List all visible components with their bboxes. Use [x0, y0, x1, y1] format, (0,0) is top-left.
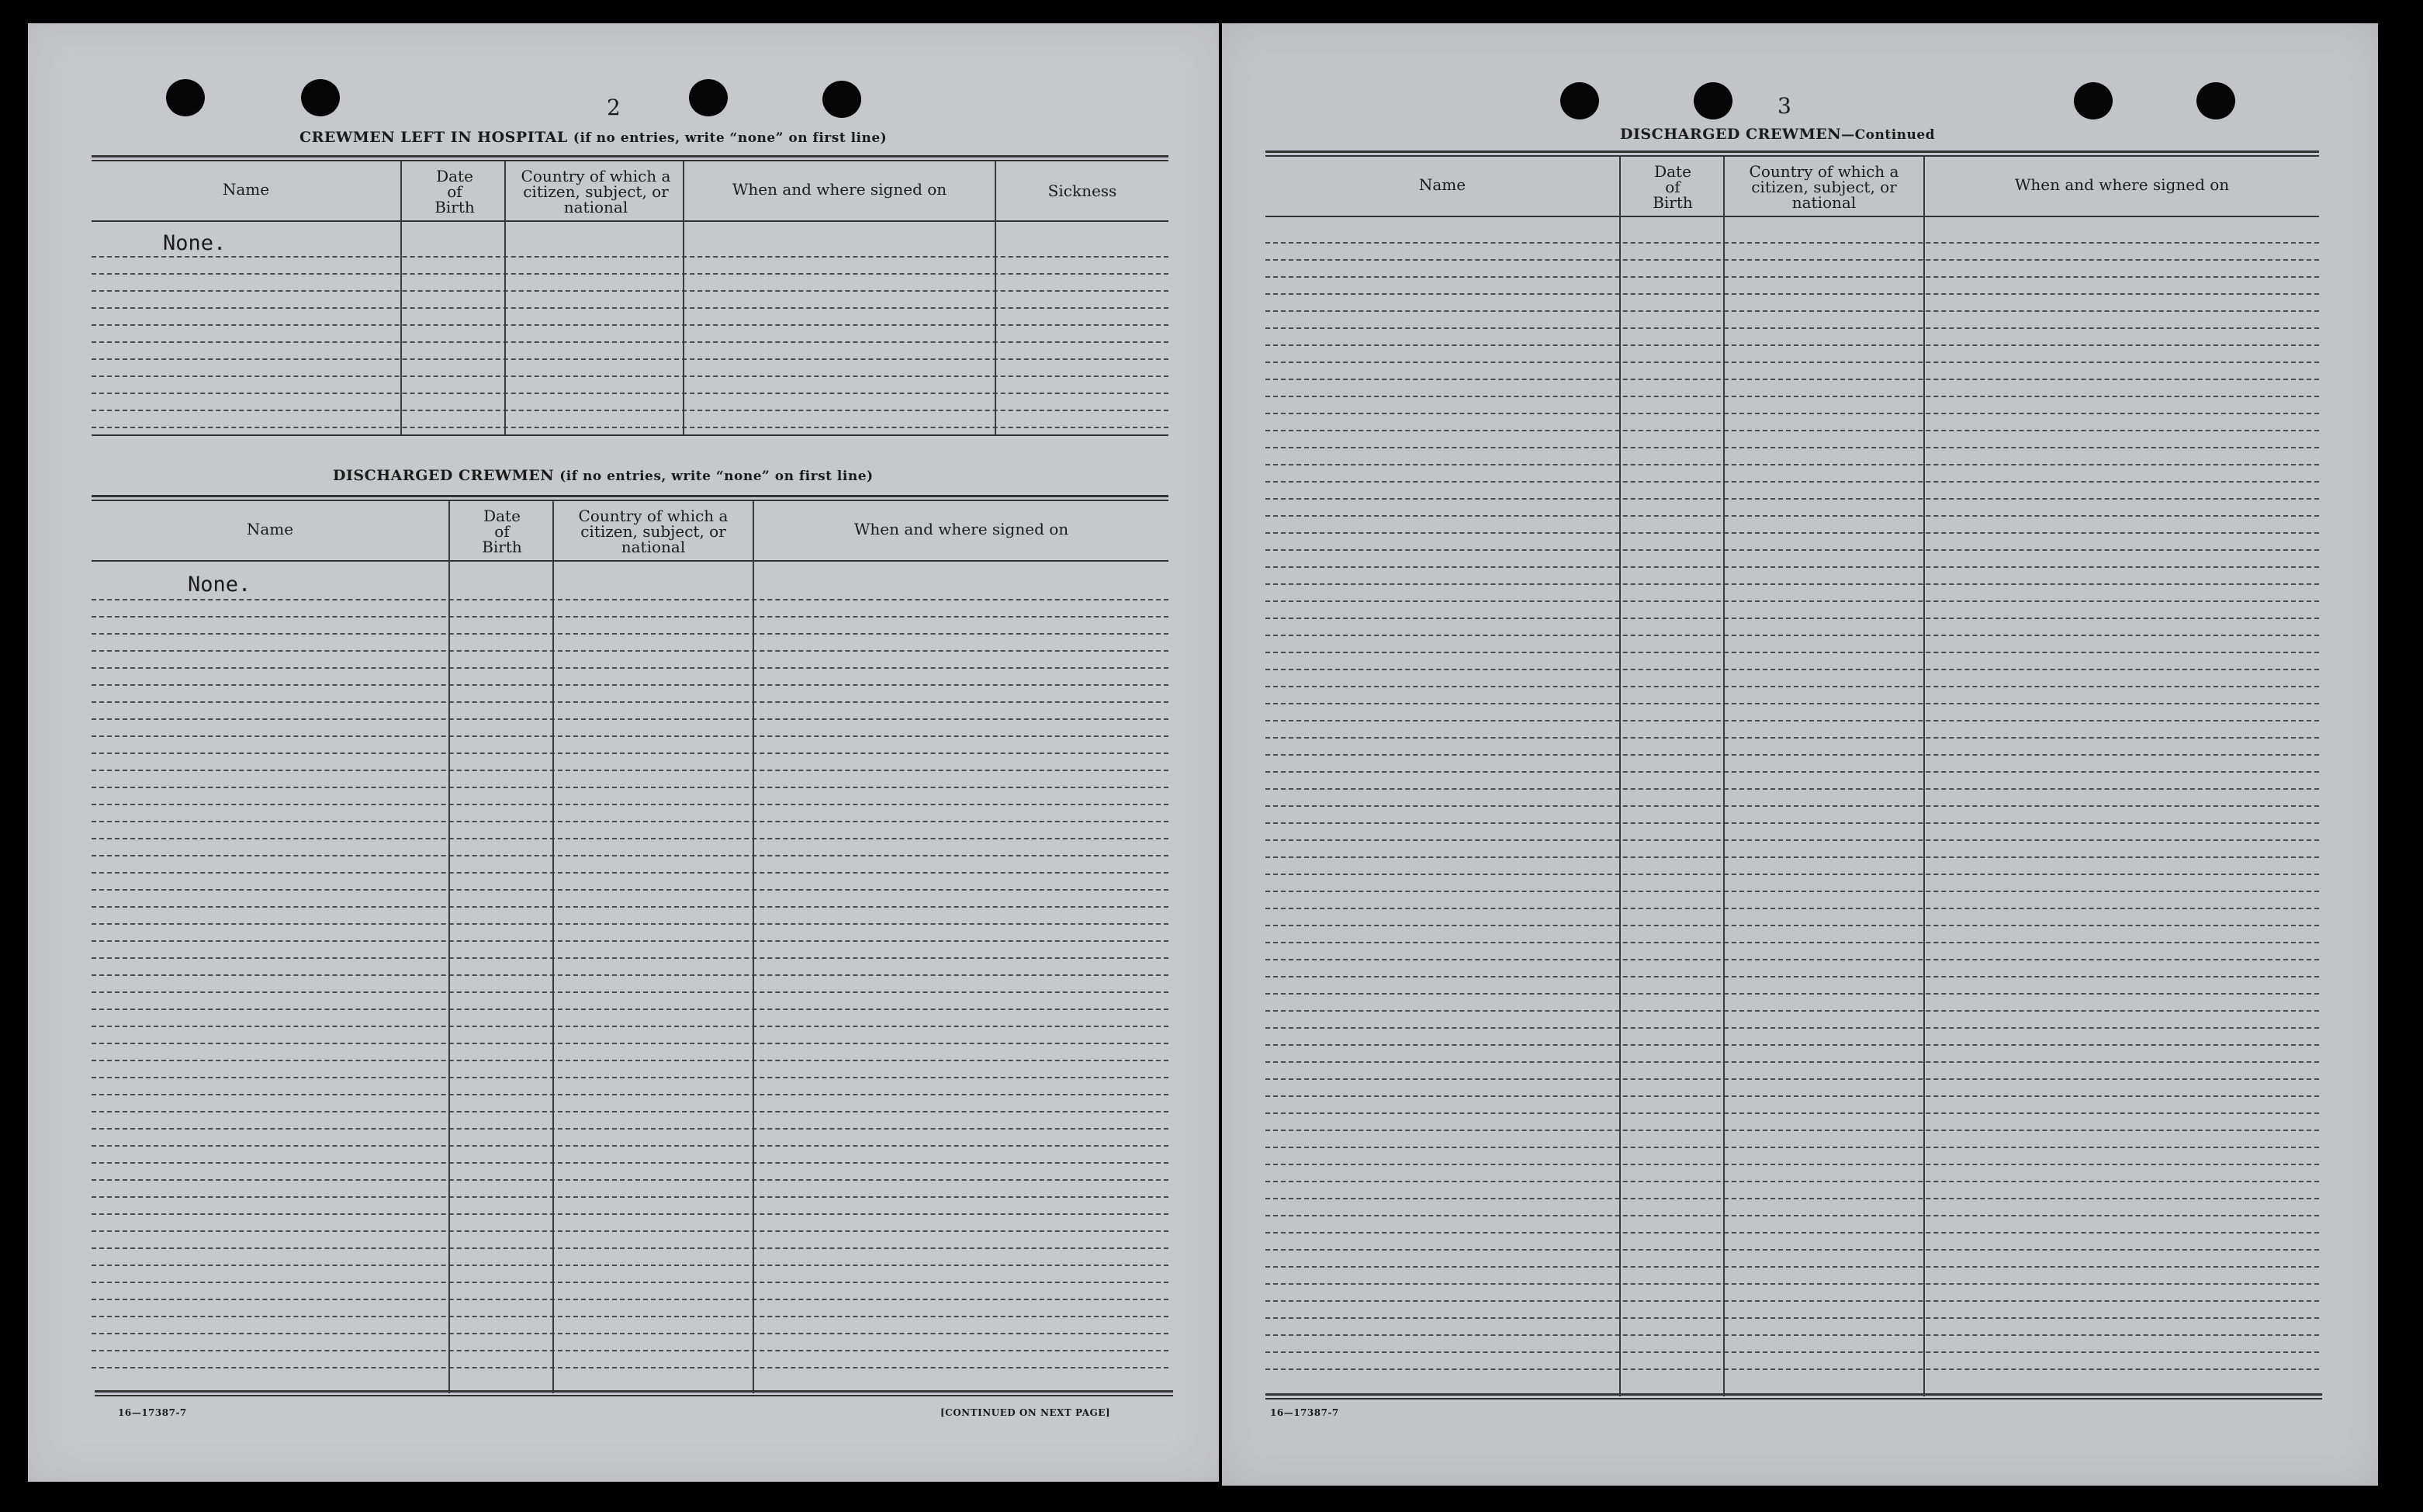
entry-row-line — [92, 804, 1168, 805]
entry-row-line — [92, 650, 1168, 652]
entry-row-line — [92, 889, 1168, 891]
column-divider — [552, 501, 554, 1393]
form-number: 16—17387-7 — [1270, 1407, 1339, 1418]
entry-row-line — [92, 1196, 1168, 1198]
entry-row-line — [92, 1299, 1168, 1300]
entry-row-line — [92, 1367, 1168, 1368]
punch-hole — [689, 79, 728, 116]
hospital-section-title — [299, 129, 887, 146]
entry-row-line — [92, 838, 1168, 839]
entry-row-line — [1265, 788, 2319, 790]
entry-row-line — [92, 1247, 1168, 1249]
discharged-section-title — [333, 467, 874, 484]
entry-row-line — [1265, 925, 2319, 926]
entry-row-line — [92, 633, 1168, 635]
entry-row-line — [92, 599, 1168, 600]
entry-row-line — [1265, 874, 2319, 875]
entry-row-line — [1265, 754, 2319, 756]
entry-row-line — [1265, 1130, 2319, 1131]
table-top-rule — [92, 495, 1168, 501]
punch-hole — [2074, 82, 2113, 119]
table-top-rule — [1265, 151, 2319, 157]
entry-row-line — [92, 923, 1168, 925]
entry-row-line — [1265, 993, 2319, 995]
column-header-signed-on: When and where signed on — [732, 180, 947, 199]
entry-row-line — [1265, 259, 2319, 261]
hospital-title-text: CREWMEN LEFT IN HOSPITAL — [299, 129, 568, 146]
entry-row-line — [92, 358, 1168, 360]
entry-row-line — [1265, 652, 2319, 653]
column-header-country: Country of which a citizen, subject, or national — [1749, 162, 1899, 212]
entry-row-line — [92, 256, 1168, 258]
entry-row-line — [92, 324, 1168, 326]
entry-row-line — [1265, 566, 2319, 568]
entry-row-line — [92, 410, 1168, 411]
entry-row-line — [1265, 805, 2319, 807]
right-page — [1222, 23, 2378, 1486]
entry-row-line — [1265, 532, 2319, 534]
entry-row-line — [92, 393, 1168, 394]
entry-row-line — [1265, 976, 2319, 977]
entry-row-line — [1265, 1027, 2319, 1029]
entry-row-line — [1265, 430, 2319, 431]
entry-row-line — [92, 427, 1168, 428]
entry-row-line — [92, 1316, 1168, 1317]
column-header-signed-on: When and where signed on — [2014, 175, 2230, 194]
entry-row-line — [1265, 310, 2319, 312]
entry-row-line — [92, 307, 1168, 309]
entry-row-line — [92, 974, 1168, 976]
entry-row-line — [1265, 771, 2319, 773]
entry-row-line — [92, 684, 1168, 686]
entry-row-line — [1265, 1317, 2319, 1319]
discharged-first-entry: None. — [188, 573, 251, 597]
entry-row-line — [92, 1265, 1168, 1266]
entry-row-line — [1265, 1044, 2319, 1046]
column-divider — [1923, 157, 1925, 1396]
entry-row-line — [1265, 618, 2319, 619]
table-bottom-rule — [95, 1390, 1173, 1396]
entry-row-line — [92, 735, 1168, 737]
entry-row-line — [92, 1162, 1168, 1164]
entry-row-line — [1265, 1249, 2319, 1251]
entry-row-line — [1265, 1283, 2319, 1285]
entry-row-line — [1265, 1147, 2319, 1148]
entry-row-line — [1265, 703, 2319, 704]
column-divider — [400, 161, 402, 436]
entry-row-line — [92, 1026, 1168, 1027]
column-divider — [753, 501, 754, 1393]
column-header-name: Name — [246, 520, 294, 538]
page-number: 3 — [1777, 93, 1791, 119]
continued-note: [CONTINUED ON NEXT PAGE] — [940, 1407, 1111, 1418]
column-header-date-of-birth: Date of Birth — [1653, 162, 1693, 212]
entry-row-line — [92, 701, 1168, 703]
entry-row-line — [92, 940, 1168, 942]
entry-row-line — [92, 1077, 1168, 1078]
title-suffix: —Continued — [1841, 127, 1936, 143]
entry-row-line — [92, 667, 1168, 669]
entry-row-line — [1265, 686, 2319, 687]
entry-row-line — [92, 1043, 1168, 1044]
discharged-continued-title — [1620, 126, 1935, 143]
discharged-instruction: (if no entries, write “none” on first line) — [559, 469, 874, 484]
entry-row-line — [1265, 515, 2319, 517]
entry-row-line — [1265, 959, 2319, 960]
entry-row-line — [1265, 1078, 2319, 1080]
entry-row-line — [1265, 293, 2319, 295]
column-divider — [448, 501, 450, 1393]
entry-row-line — [1265, 413, 2319, 414]
entry-row-line — [1265, 891, 2319, 892]
entry-row-line — [1265, 1010, 2319, 1012]
entry-row-line — [1265, 344, 2319, 346]
column-divider — [683, 161, 684, 436]
entry-row-line — [1265, 720, 2319, 721]
punch-hole — [301, 79, 340, 116]
entry-row-line — [1265, 1368, 2319, 1370]
entry-row-line — [1265, 600, 2319, 602]
column-divider — [1619, 157, 1621, 1396]
header-rule — [92, 560, 1168, 562]
entry-row-line — [1265, 942, 2319, 943]
entry-row-line — [92, 872, 1168, 874]
punch-hole — [1694, 82, 1732, 119]
entry-row-line — [1265, 822, 2319, 824]
entry-row-line — [92, 1145, 1168, 1147]
entry-row-line — [92, 273, 1168, 275]
entry-row-line — [92, 957, 1168, 959]
entry-row-line — [1265, 447, 2319, 448]
entry-row-line — [1265, 1164, 2319, 1165]
discharged-title-text: DISCHARGED CREWMEN — [333, 467, 555, 484]
form-number: 16—17387-7 — [118, 1407, 187, 1418]
entry-row-line — [92, 1111, 1168, 1112]
entry-row-line — [1265, 396, 2319, 397]
entry-row-line — [92, 1009, 1168, 1010]
entry-row-line — [92, 1128, 1168, 1130]
entry-row-line — [92, 1213, 1168, 1215]
column-header-name: Name — [1418, 175, 1466, 194]
entry-row-line — [1265, 1095, 2319, 1097]
entry-row-line — [1265, 481, 2319, 483]
entry-row-line — [1265, 1351, 2319, 1353]
table-bottom-rule — [1265, 1393, 2322, 1400]
entry-row-line — [92, 1282, 1168, 1283]
entry-row-line — [92, 341, 1168, 343]
entry-row-line — [1265, 1215, 2319, 1216]
entry-row-line — [1265, 1266, 2319, 1268]
entry-row-line — [1265, 362, 2319, 363]
entry-row-line — [1265, 635, 2319, 636]
hospital-instruction: (if no entries, write “none” on first line) — [573, 130, 888, 146]
entry-row-line — [92, 1179, 1168, 1181]
table-bottom-rule — [92, 434, 1168, 436]
entry-row-line — [92, 290, 1168, 292]
entry-row-line — [1265, 669, 2319, 670]
header-rule — [92, 220, 1168, 222]
entry-row-line — [92, 375, 1168, 377]
entry-row-line — [1265, 1181, 2319, 1182]
entry-row-line — [1265, 276, 2319, 278]
punch-hole — [1560, 82, 1599, 119]
entry-row-line — [1265, 379, 2319, 380]
header-rule — [1265, 216, 2319, 217]
column-header-sickness: Sickness — [1047, 182, 1117, 200]
column-header-date-of-birth: Date of Birth — [434, 167, 475, 216]
punch-hole — [2196, 82, 2235, 119]
title-text: DISCHARGED CREWMEN — [1620, 126, 1842, 143]
hospital-first-entry: None. — [163, 231, 227, 255]
entry-row-line — [1265, 856, 2319, 858]
entry-row-line — [92, 718, 1168, 720]
entry-row-line — [92, 770, 1168, 771]
entry-row-line — [1265, 1300, 2319, 1302]
entry-row-line — [92, 1350, 1168, 1351]
entry-row-line — [92, 1094, 1168, 1095]
left-page — [28, 23, 1219, 1482]
entry-row-line — [1265, 839, 2319, 841]
entry-row-line — [1265, 464, 2319, 465]
table-top-rule — [92, 155, 1168, 161]
entry-row-line — [1265, 583, 2319, 585]
entry-row-line — [92, 821, 1168, 822]
entry-row-line — [1265, 1061, 2319, 1063]
entry-row-line — [92, 753, 1168, 754]
entry-row-line — [92, 1060, 1168, 1061]
entry-row-line — [1265, 1232, 2319, 1233]
entry-row-line — [1265, 908, 2319, 909]
column-divider — [504, 161, 506, 436]
entry-row-line — [92, 855, 1168, 856]
entry-row-line — [92, 1333, 1168, 1334]
page-number: 2 — [607, 95, 621, 120]
column-divider — [1723, 157, 1725, 1396]
entry-row-line — [1265, 1198, 2319, 1199]
column-header-date-of-birth: Date of Birth — [482, 507, 522, 556]
entry-row-line — [1265, 549, 2319, 551]
entry-row-line — [1265, 737, 2319, 739]
entry-row-line — [92, 1230, 1168, 1232]
entry-row-line — [1265, 1112, 2319, 1114]
entry-row-line — [1265, 242, 2319, 244]
entry-row-line — [92, 787, 1168, 788]
column-header-signed-on: When and where signed on — [853, 520, 1069, 538]
entry-row-line — [1265, 327, 2319, 329]
punch-hole — [166, 79, 205, 116]
entry-row-line — [92, 906, 1168, 908]
column-header-name: Name — [222, 180, 270, 199]
column-header-country: Country of which a citizen, subject, or national — [521, 167, 671, 216]
entry-row-line — [1265, 1334, 2319, 1336]
entry-row-line — [92, 616, 1168, 618]
column-header-country: Country of which a citizen, subject, or national — [578, 507, 729, 556]
entry-row-line — [1265, 498, 2319, 500]
column-divider — [995, 161, 996, 436]
entry-row-line — [92, 991, 1168, 993]
punch-hole — [822, 81, 861, 118]
